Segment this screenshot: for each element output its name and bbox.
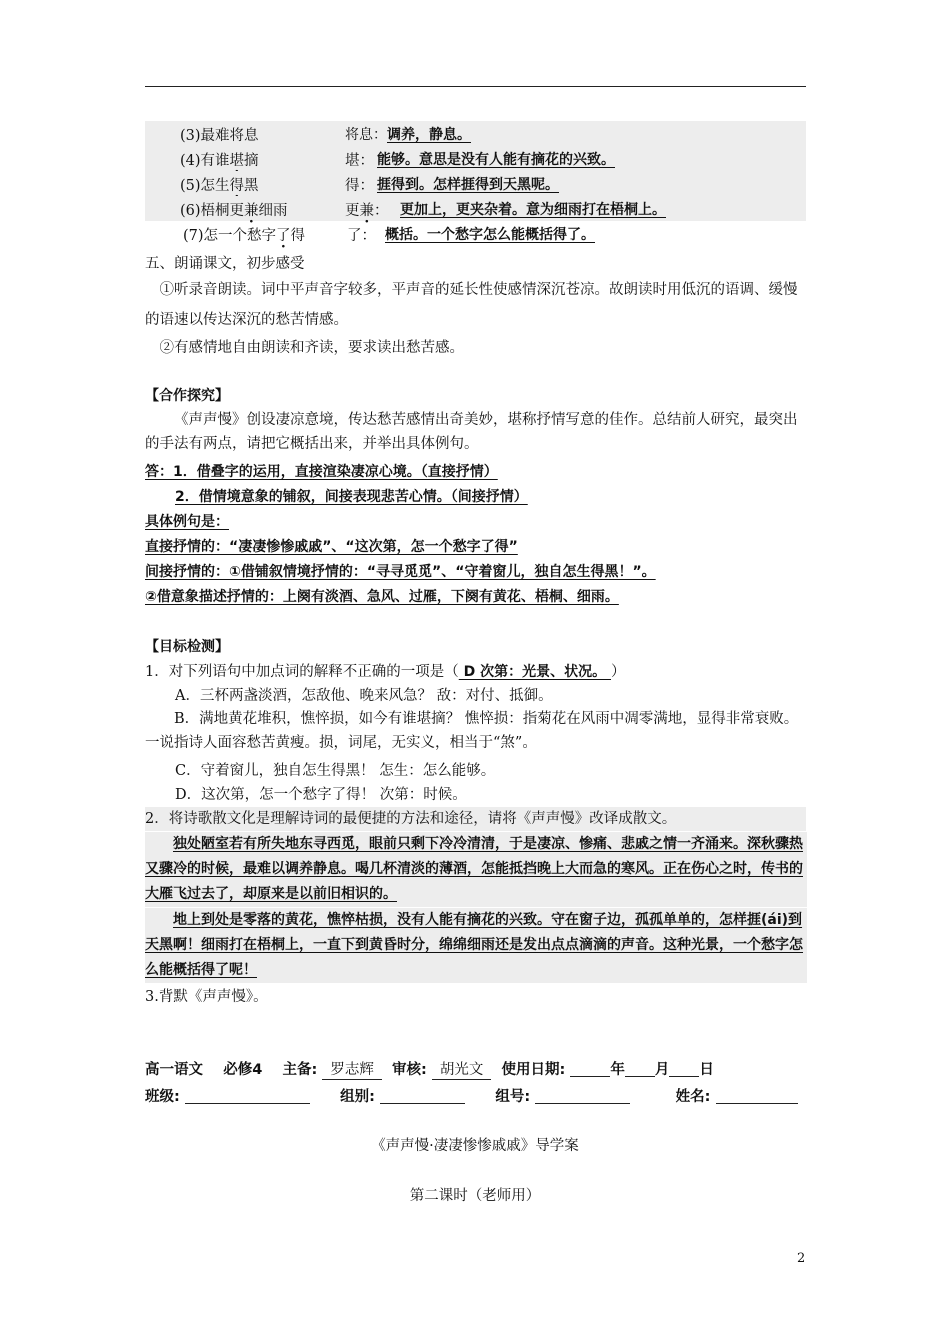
vocab-answer: 捱得到。怎样捱得到天黑呢。 (377, 177, 559, 193)
footer-line-1 (145, 1058, 714, 1080)
vocab-answer: 概括。一个愁字怎么能概括得了。 (385, 227, 595, 243)
section5-title: 五、朗诵课文，初步感受 (145, 256, 305, 272)
class-blank[interactable] (185, 1088, 310, 1104)
section5-p2: ②有感情地自由朗读和齐读，要求读出愁苦感。 (159, 340, 464, 356)
example-indirect-2: ②借意象描述抒情的：上阕有淡酒、急风、过雁，下阕有黄花、梧桐、细雨。 (145, 589, 619, 605)
question-1-close: ） (610, 664, 626, 680)
groupno-label: 组号: (495, 1089, 531, 1105)
module-label: 必修4 (223, 1062, 263, 1078)
vocab-answer: 更加上，更夹杂着。意为细雨打在梧桐上。 (400, 202, 666, 218)
question-1 (145, 660, 625, 681)
next-title: 《声声慢·凄凄惨惨戚戚》导学案 (371, 1138, 579, 1154)
example-indirect-1: 间接抒情的：①借铺叙情境抒情的：“寻寻觅觅”、“守着窗儿，独自怎生得黑！”。 (145, 564, 656, 580)
vocab-row-6 (145, 196, 806, 221)
option-d: D．这次第，怎一个愁字了得！ 次第：时候。 (175, 787, 467, 803)
dotted-char: 堪 (229, 153, 245, 169)
vocab-phrase: (4)有谁堪摘 (180, 153, 259, 169)
option-c: C．守着窗儿，独自怎生得黑！ 怎生：怎么能够。 (175, 763, 496, 779)
header-rule (145, 86, 806, 87)
vocab-term: 了： (347, 228, 376, 244)
option-a: A．三杯两盏淡酒，怎敌他、晚来风急？ 敌：对付、抵御。 (175, 688, 553, 704)
dotted-char: 了 (276, 228, 291, 244)
question-2: 2．将诗歌散文化是理解诗词的最便捷的方法和途径，请将《声声慢》改译成散文。 (145, 807, 806, 831)
footer-line-2 (145, 1085, 798, 1106)
vocab-term: 更兼： (345, 203, 389, 219)
answer-line-2: 2．借情境意象的铺叙，间接表现悲苦心情。（间接抒情） (175, 489, 528, 505)
vocab-answer: 能够。意思是没有人能有摘花的兴致。 (377, 152, 615, 168)
vocab-term: 得： (345, 178, 374, 194)
reviewer-name: 胡光文 (432, 1058, 492, 1080)
cooperate-title: 【合作探究】 (145, 388, 229, 404)
dotted-char: 兼 (359, 203, 374, 219)
year-blank[interactable] (570, 1061, 610, 1077)
examples-title: 具体例句是： (145, 514, 229, 530)
vocab-row-7 (145, 221, 806, 246)
example-direct: 直接抒情的：“凄凄惨惨戚戚”、“这次第，怎一个愁字了得” (145, 539, 518, 555)
name-blank[interactable] (716, 1088, 798, 1104)
section5-p1: ①听录音朗读。词中平声音字较多，平声音的延长性使感情深沉苍凉。故朗读时用低沉的语调、缓慢的语速以传达深沉的愁苦情感。 (145, 282, 798, 328)
vocab-phrase: (3)最难将息 (180, 128, 259, 144)
vocab-term: 堪： (345, 153, 374, 169)
question-1-text: 1．对下列语句中加点词的解释不正确的一项是（ (145, 664, 459, 680)
prose-translation-2: 地上到处是零落的黄花，憔悴枯损，没有人能有摘花的兴致。守在窗子边，孤孤单单的，怎样捱(ái)到天黑啊！细雨打在梧桐上，一直下到黄昏时分，绵绵细雨还是发出点点滴滴的声音。这种光景，一个愁字怎么能概括得了呢！ (145, 908, 807, 983)
course-label: 高一语文 (145, 1062, 203, 1078)
class-label: 班级: (145, 1089, 180, 1105)
editor-label: 主备: (282, 1062, 318, 1078)
vocab-row-5 (145, 171, 806, 196)
year-label: 年 (610, 1062, 625, 1078)
vocab-term: 将息： (345, 127, 387, 143)
target-title: 【目标检测】 (145, 639, 229, 655)
vocab-phrase: (5)怎生得黑 (180, 178, 259, 194)
next-subtitle: 第二课时（老师用） (409, 1188, 541, 1204)
vocab-phrase: (7)怎一个愁字了得 (183, 228, 306, 244)
question-1-answer: D 次第：光景、状况。 (458, 664, 611, 680)
dotted-char: 兼 (244, 203, 259, 219)
groupno-blank[interactable] (535, 1088, 630, 1104)
date-label: 使用日期: (501, 1062, 566, 1078)
option-b: B．满地黄花堆积，憔悴损，如今有谁堪摘？ 憔悴损：指菊花在风雨中凋零满地，显得非常衰败。一说指诗人面容愁苦黄瘦。损，词尾，无实义，相当于“煞”。 (145, 711, 799, 751)
vocab-phrase: (6)梧桐更兼细雨 (180, 203, 288, 219)
month-label: 月 (654, 1062, 670, 1078)
group-blank[interactable] (380, 1088, 465, 1104)
answer-line-1: 答：1．借叠字的运用，直接渲染凄凉心境。（直接抒情） (145, 464, 498, 480)
vocab-row-4 (145, 146, 806, 171)
month-blank[interactable] (625, 1061, 655, 1077)
prose-translation-1: 独处陋室若有所失地东寻西觅，眼前只剩下冷冷清清，于是凄凉、惨痛、悲戚之情一齐涌来。深秋骤热又骤冷的时候，最难以调养静息。喝几杯清淡的薄酒，怎能抵挡晚上大而急的寒风。正在伤心之时，传书的大雁飞过去了，却原来是以前旧相识的。 (145, 832, 807, 907)
name-label: 姓名: (675, 1089, 711, 1105)
question-3: 3.背默《声声慢》。 (145, 989, 268, 1005)
dotted-char: 得 (229, 178, 245, 194)
day-blank[interactable] (669, 1061, 699, 1077)
group-label: 组别: (340, 1089, 375, 1105)
cooperate-question: 《声声慢》创设凄凉意境，传达愁苦感情出奇美妙，堪称抒情写意的佳作。总结前人研究，最突出的手法有两点，请把它概括出来，并举出具体例句。 (145, 412, 798, 452)
editor-name: 罗志辉 (322, 1058, 382, 1080)
day-label: 日 (699, 1062, 714, 1078)
vocab-answer: 调养，静息。 (387, 127, 471, 143)
reviewer-label: 审核: (391, 1062, 427, 1078)
vocab-row-3 (145, 121, 806, 146)
page-number: 2 (797, 1251, 806, 1266)
